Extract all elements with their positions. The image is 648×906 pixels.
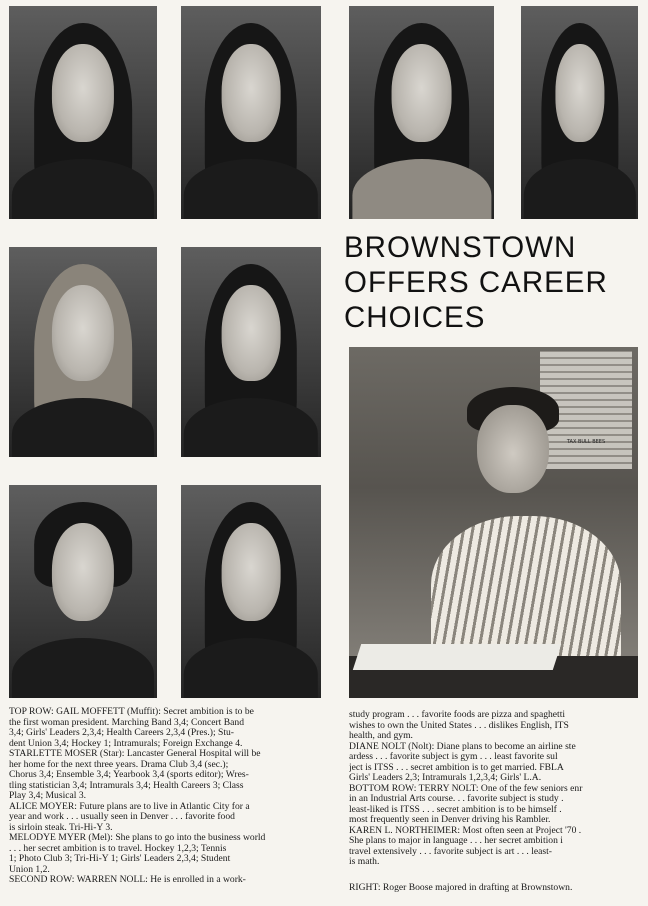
feature-photo-drafting xyxy=(349,347,638,698)
caption-line: 3,4; Girls' Leaders 2,3,4; Health Careers 2,3,4 (Pres.); Stu- xyxy=(9,727,234,738)
caption-line: least-liked is ITSS . . . secret ambition is to be himself . xyxy=(349,803,562,815)
portrait-starlette-moser xyxy=(181,6,321,219)
caption-line: KAREN L. NORTHEIMER: Most often seen at Project '70 . xyxy=(349,824,582,836)
portrait-shoulders xyxy=(184,398,318,457)
portrait-face xyxy=(555,44,604,142)
headline-line: OFFERS CAREER xyxy=(344,266,608,299)
caption-line: ardess . . . favorite subject is gym . . . least favorite sul xyxy=(349,751,558,762)
portrait-face xyxy=(391,44,452,142)
feature-photo-caption: RIGHT: Roger Boose majored in drafting at Brownstown. xyxy=(349,882,573,893)
portrait-warren-noll xyxy=(9,247,157,457)
caption-column-left xyxy=(9,707,335,886)
portrait-shoulders xyxy=(12,638,154,698)
caption-line: DIANE NOLT (Nolt): Diane plans to become an airline ste xyxy=(349,740,576,752)
portrait-karen-northeimer xyxy=(181,485,321,698)
caption-line: She plans to major in language . . . her secret ambition i xyxy=(349,835,563,846)
caption-line: dent Union 3,4; Hockey 1; Intramurals; Foreign Exchange 4. xyxy=(9,737,243,749)
caption-line: is sirloin steak. Tri-Hi-Y 3. xyxy=(9,821,113,833)
caption-line: Union 1,2. xyxy=(9,863,50,875)
headline-line: CHOICES xyxy=(344,301,486,334)
caption-line: Girls' Leaders 2,3; Intramurals 1,2,3,4; Girls' L.A. xyxy=(349,772,542,783)
portrait-shoulders xyxy=(184,638,318,698)
caption-line: Play 3,4; Musical 3. xyxy=(9,790,87,801)
wall-chart-label: TAX BULL BEES xyxy=(566,439,606,445)
caption-line: her home for the next three years. Drama Club 3,4 (sec.); xyxy=(9,758,229,770)
caption-line: TOP ROW: GAIL MOFFETT (Muffit): Secret ambition is to be xyxy=(9,706,254,717)
caption-line: wishes to own the United States . . . dislikes English, ITS xyxy=(349,719,569,731)
portrait-shoulders xyxy=(12,398,154,457)
drafting-paper xyxy=(353,644,561,670)
portrait-face xyxy=(52,523,114,621)
portrait-gail-moffett xyxy=(9,6,157,219)
portrait-face xyxy=(52,44,114,142)
portrait-face xyxy=(222,44,281,142)
caption-line: BOTTOM ROW: TERRY NOLT: One of the few seniors enr xyxy=(349,782,583,794)
caption-line: is math. xyxy=(349,856,380,867)
caption-line: year and work . . . usually seen in Denver . . . favorite food xyxy=(9,811,235,822)
caption-line: ALICE MOYER: Future plans are to live in Atlantic City for a xyxy=(9,800,250,812)
portrait-shoulders xyxy=(523,159,635,219)
portrait-alice-moyer xyxy=(349,6,494,219)
caption-line: tling statistician 3,4; Intramurals 3,4; Health Careers 3; Class xyxy=(9,779,244,791)
student-face xyxy=(477,405,549,493)
caption-line: most frequently seen in Denver driving his Rambler. xyxy=(349,814,551,825)
caption-line: . . . her secret ambition is to travel. Hockey 1,2,3; Tennis xyxy=(9,842,227,854)
caption-line: study program . . . favorite foods are pizza and spaghetti xyxy=(349,710,566,720)
portrait-face xyxy=(222,285,281,382)
portrait-terry-nolt xyxy=(9,485,157,698)
caption-column-right xyxy=(349,710,641,868)
portrait-shoulders xyxy=(352,159,491,219)
caption-line: health, and gym. xyxy=(349,730,413,741)
caption-line: 1; Photo Club 3; Tri-Hi-Y 1; Girls' Leaders 2,3,4; Student xyxy=(9,853,231,864)
caption-line: STARLETTE MOSER (Star): Lancaster General Hospital will be xyxy=(9,748,261,759)
caption-line: ject is ITSS . . . secret ambition is to get married. FBLA xyxy=(349,761,564,773)
page-headline xyxy=(344,230,644,335)
caption-line: SECOND ROW: WARREN NOLL: He is enrolled in a work- xyxy=(9,874,246,885)
portrait-face xyxy=(52,285,114,382)
caption-line: MELODYE MYER (Mel): She plans to go into the business world xyxy=(9,832,266,843)
caption-line: the first woman president. Marching Band 3,4; Concert Band xyxy=(9,716,244,728)
caption-line: in an Industrial Arts course. . . favorite subject is study . xyxy=(349,793,564,804)
portrait-melodye-myer xyxy=(521,6,638,219)
portrait-face xyxy=(222,523,281,621)
portrait-diane-nolt xyxy=(181,247,321,457)
headline-line: BROWNSTOWN xyxy=(344,231,577,264)
portrait-shoulders xyxy=(12,159,154,219)
portrait-shoulders xyxy=(184,159,318,219)
caption-line: Chorus 3,4; Ensemble 3,4; Yearbook 3,4 (sports editor); Wres- xyxy=(9,769,249,780)
caption-line: travel extensively . . . favorite subject is art . . . least- xyxy=(349,845,553,857)
